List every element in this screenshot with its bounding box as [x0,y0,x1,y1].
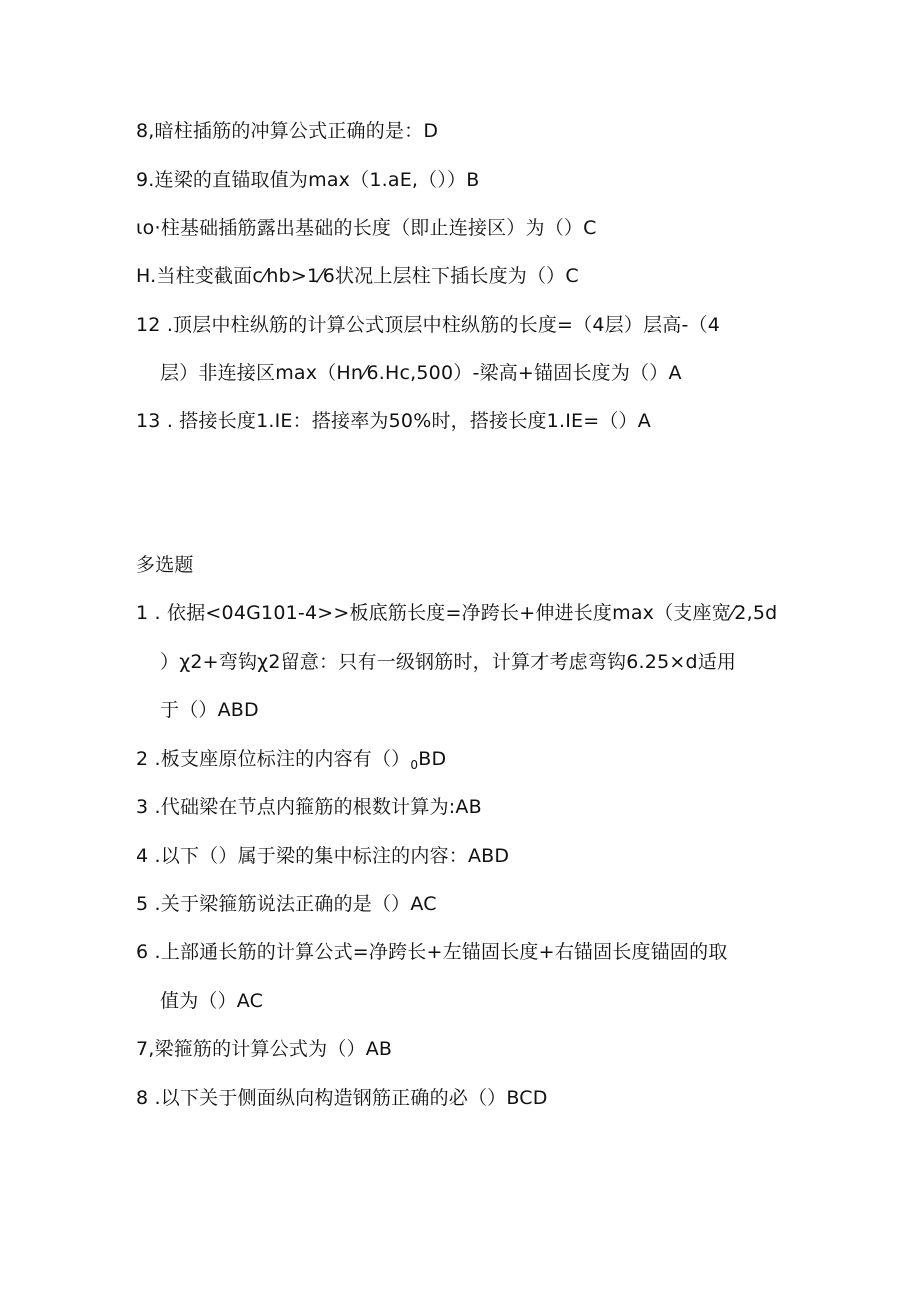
question-line-continuation: 于（）ABD [160,699,259,721]
subscript-mark: 0 [410,758,419,772]
question-line: 13 . 搭接长度1.IE：搭接率为50%时，搭接长度1.IE=（）A [136,410,651,432]
question-line: 9.连梁的直锚取值为max（1.aE,（））B [136,169,480,191]
question-line: 6 .上部通长筋的计算公式=净跨长+左锚固长度+右锚固长度锚固的取 [136,941,728,963]
question-line: 5 .关于梁箍筋说法正确的是（）AC [136,893,437,915]
question-line: 4 .以下（）属于梁的集中标注的内容：ABD [136,845,510,867]
question-line: 12 .顶层中柱纵筋的计算公式顶层中柱纵筋的长度=（4层）层高-（4 [136,314,721,336]
question-line: 1 . 依据<04G101-4>>板底筋长度=净跨长+伸进长度max（支座宽⁄2,5d [136,602,778,624]
section-title: 多选题 [136,554,194,576]
question-line [136,746,446,774]
question-line: 8 .以下关于侧面纵向构造钢筋正确的必（）BCD [136,1087,548,1109]
question-line: H.当柱变截面c⁄hb>1⁄6状况上层柱下插长度为（）C [136,265,579,287]
question-line: 7,梁箍筋的计算公式为（）AB [136,1038,393,1060]
question-line: 3 .代础梁在节点内箍筋的根数计算为:AB [136,796,482,818]
question-line: ιo·柱基础插筋露出基础的长度（即止连接区）为（）C [136,217,597,239]
answer-text: BD [418,748,447,770]
question-line-continuation: 值为（）AC [160,990,264,1012]
question-text: 2 .板支座原位标注的内容有（） [136,748,411,770]
question-line: 8,暗柱插筋的冲算公式正确的是：D [136,120,439,142]
question-line-continuation: 层）非连接区max（Hn⁄6.Hc,500）-梁高+锚固长度为（）A [160,362,682,384]
question-line-continuation: ）χ2+弯钩χ2留意：只有一级钢筋时，计算才考虑弯钩6.25×d适用 [160,651,737,673]
